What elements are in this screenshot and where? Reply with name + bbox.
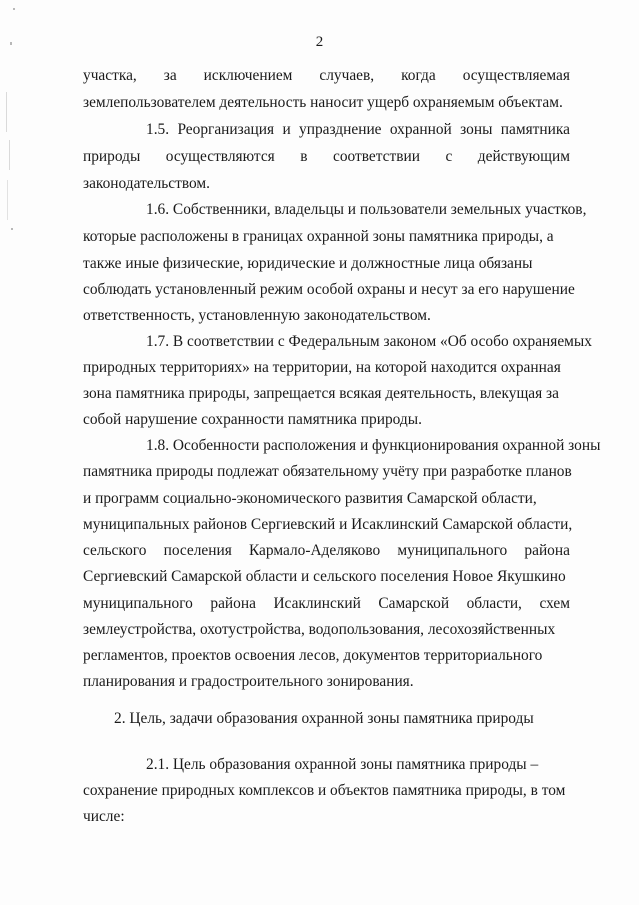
text-line [83,595,570,613]
text-line [146,121,570,139]
word: соответствии [333,148,420,165]
text-line: 1.6. Собственники, владельцы и пользователи земельных участков, [146,201,587,218]
text-line: зона памятника природы, запрещается всякая деятельность, влекущая за [83,385,559,402]
word: Кармало-Аделяково [248,542,381,559]
word: исключением [203,67,293,84]
word: участка, [83,67,137,84]
text-line: регламентов, проектов освоения лесов, документов территориального [83,647,543,664]
text-line: землеустройства, охотустройства, водопользования, лесохозяйственных [83,621,556,638]
word: муниципального [83,595,193,612]
text-line: памятника природы подлежат обязательному учёту при разработке планов [83,463,572,480]
text-line [83,542,570,560]
word: осуществляются [165,148,275,165]
text-line: Сергиевский Самарской области и сельского поселения Новое Якушкино [83,568,566,585]
word: области, [466,595,522,612]
text-line: 2.1. Цель образования охранной зоны памятника природы – [146,756,539,773]
text-line: которые расположены в границах охранной зоны памятника природы, а [83,228,554,245]
word: упразднение [299,121,382,138]
text-line: природных территориях» на территории, на которой находится охранная [83,359,561,376]
word: осуществляемая [462,67,570,84]
word: в [300,148,308,165]
text-line: сохранение природных комплексов и объектов памятника природы, в том [83,782,566,799]
word: района [210,595,256,612]
word: Исаклинский [273,595,361,612]
word: когда [401,67,436,84]
word: за [163,67,177,84]
word: 1.5. [146,121,170,138]
text-line [83,67,570,85]
text-line: числе: [83,808,125,825]
word: природы [83,148,141,165]
scan-margin-artifacts [0,0,20,905]
word: и [282,121,291,138]
word: зоны [460,121,493,138]
text-line: законодательством. [83,175,211,192]
text-line: собой нарушение сохранности памятника природы. [83,411,422,428]
word: района [524,542,570,559]
text-line: также иные физические, юридические и должностные лица обязаны [83,255,533,272]
page-number: 2 [315,34,324,50]
text-line: муниципальных районов Сергиевский и Исаклинский Самарской области, [83,516,573,533]
word: действующим [477,148,570,165]
word: случаев, [319,67,375,84]
section-heading: 2. Цель, задачи образования охранной зоны памятника природы [114,710,534,727]
text-line [83,148,570,166]
text-line: 1.8. Особенности расположения и функционирования охранной зоны [146,437,601,454]
word: схем [539,595,570,612]
text-line: соблюдать установленный режим особой охраны и несут за его нарушение [83,281,575,298]
text-line: ответственность, установленную законодательством. [83,307,431,324]
word: Самарской [378,595,450,612]
text-line: и программ социально-экономического развития Самарской области, [83,490,537,507]
text-line: планирования и градостроительного зонирования. [83,673,414,690]
word: памятника [500,121,570,138]
word: с [445,148,453,165]
text-line: 1.7. В соответствии с Федеральным законом «Об особо охраняемых [146,333,592,350]
word: поселения [163,542,232,559]
text-line: землепользователем деятельность наносит ущерб охраняемым объектам. [83,94,563,111]
word: Реорганизация [177,121,275,138]
word: охранной [389,121,452,138]
word: муниципального [397,542,508,559]
word: сельского [83,542,147,559]
